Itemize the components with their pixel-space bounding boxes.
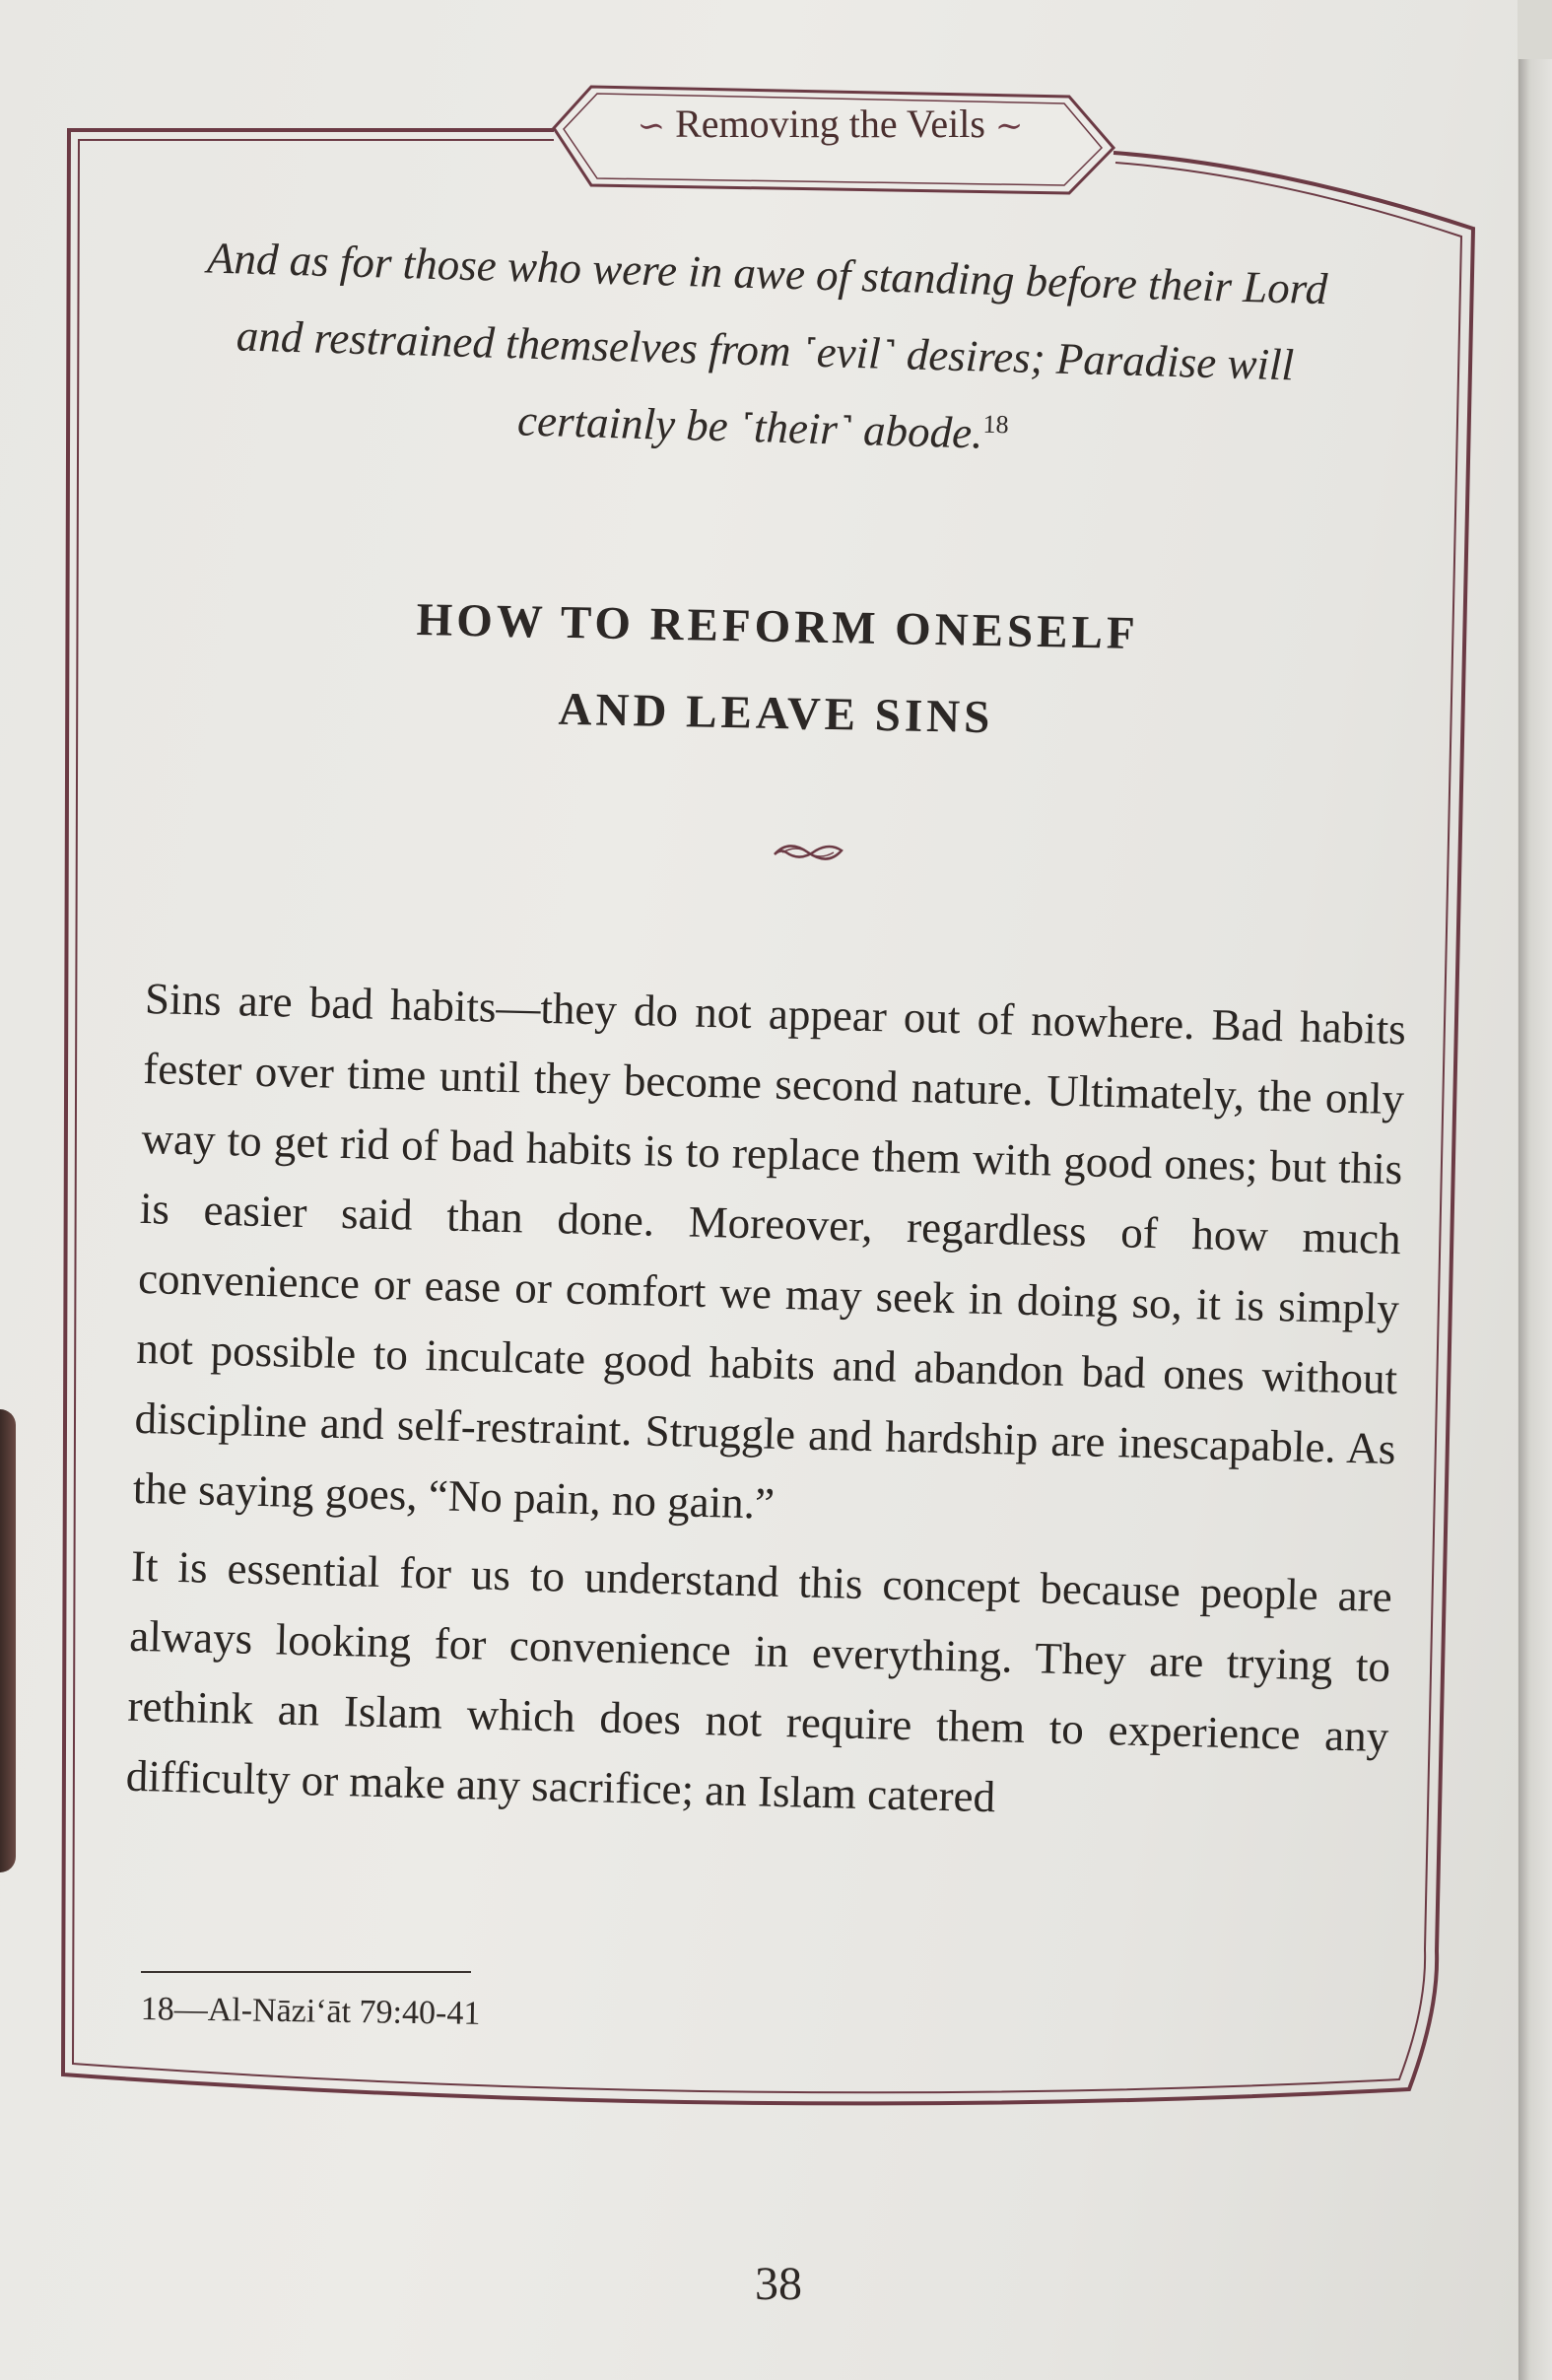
body-paragraph-1: Sins are bad habits—they do not appear out of nowhere. Bad habits fester over time until they become second nature. Ultimately, the only way to get rid of bad habits is to replace them with good ones; but this is easier said than done. Moreover, regardless of how much convenience or ease or comfort we may seek in doing so, it is simply not possible to inculcate good habits and abandon bad ones without discipline and self-restraint. Struggle and hardship are inescapable. As the saying goes, “No pain, no gain.”	[132, 973, 1407, 1529]
flourish-divider-icon	[769, 833, 847, 872]
footnote: 18—Al-Nāzi‘āt 79:40-41	[140, 1991, 481, 2032]
section-heading	[322, 575, 1232, 766]
running-header	[552, 101, 1109, 147]
body-text	[125, 964, 1407, 1850]
body-paragraph-2: It is essential for us to understand this concept because people are always looking for convenience in everything. They are trying to rethink an Islam which does not require them to experience any difficulty or make any sacrifice; an Islam catered	[125, 1540, 1393, 1822]
footnote-rule	[141, 1971, 471, 1973]
quote-line-2: and restrained themselves from ˹evil˺ desires; Paradise will	[236, 310, 1295, 390]
header-title-text: Removing the Veils	[675, 102, 985, 146]
page-number: 38	[755, 2258, 802, 2310]
section-heading-line-2: AND LEAVE SINS	[558, 683, 994, 744]
quote-line-1: And as for those who were in awe of standing before their Lord	[206, 233, 1328, 314]
section-heading-line-1: HOW TO REFORM ONESELF	[416, 593, 1140, 660]
header-left-ornament: ∽	[637, 108, 666, 145]
quote-line-3-text: certainly be ˹their˺ abode.	[516, 395, 984, 458]
quran-quote	[111, 217, 1418, 484]
header-right-ornament: ∼	[994, 108, 1024, 145]
footnote-marker: 18	[982, 409, 1010, 440]
